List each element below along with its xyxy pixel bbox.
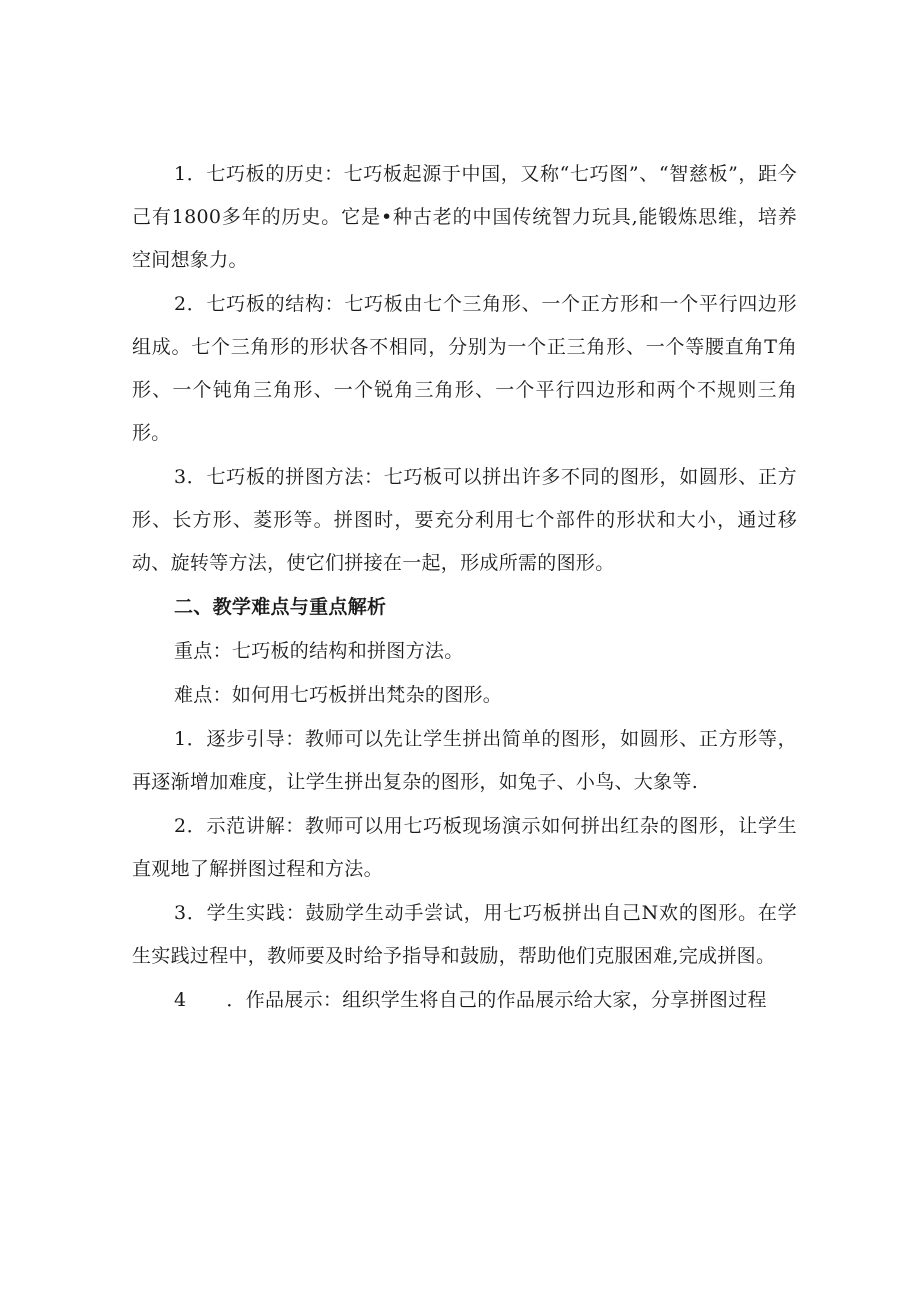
paragraph-tangram-method: 3．七巧板的拼图方法：七巧板可以拼出许多不同的图形，如圆形、正方形、长方形、菱形等。拼图时，要充分利用七个部件的形状和大小，通过移动、旋转等方法，使它们拼接在一起，形成所需的图形。: [132, 466, 797, 574]
paragraph-showcase: [132, 979, 797, 1022]
section-heading: 二、教学难点与重点解析: [174, 596, 387, 618]
showcase-text: ．作品展示：组织学生将自己的作品展示给大家，分享拼图过程: [226, 989, 767, 1011]
paragraph-tangram-history: 1．七巧板的历史：七巧板起源于中国，又称“七巧图”、“智慈板”，距今己有1800多年的历史。它是•种古老的中国传统智力玩具,能锻炼思维，培养空间想象力。: [132, 163, 797, 271]
showcase-number: 4: [174, 989, 187, 1011]
paragraph-step-guidance: 1．逐步引导：教师可以先让学生拼出简单的图形，如圆形、正方形等，再逐渐增加难度，让学生拼出复杂的图形，如兔子、小鸟、大象等.: [132, 728, 797, 793]
paragraph-practice: 3．学生实践：鼓励学生动手尝试，用七巧板拼出自己N欢的图形。在学生实践过程中，教师要及时给予指导和鼓励，帮助他们克服困难,完成拼图。: [132, 902, 797, 967]
paragraph-key-point: 重点：七巧板的结构和拼图方法。: [174, 640, 464, 662]
paragraph-difficulty: 难点：如何用七巧板拼出梵杂的图形。: [174, 684, 503, 706]
document-body: [132, 153, 797, 1023]
paragraph-tangram-structure: 2．七巧板的结构：七巧板由七个三角形、一个正方形和一个平行四边形组成。七个三角形的形状各不相同，分别为一个正三角形、一个等腰直角T角形、一个钝角三角形、一个锐角三角形、一个平行四边形和两个不规则三角形。: [132, 293, 797, 444]
paragraph-demonstration: 2．示范讲解：教师可以用七巧板现场演示如何拼出红杂的图形，让学生直观地了解拼图过程和方法。: [132, 815, 797, 880]
